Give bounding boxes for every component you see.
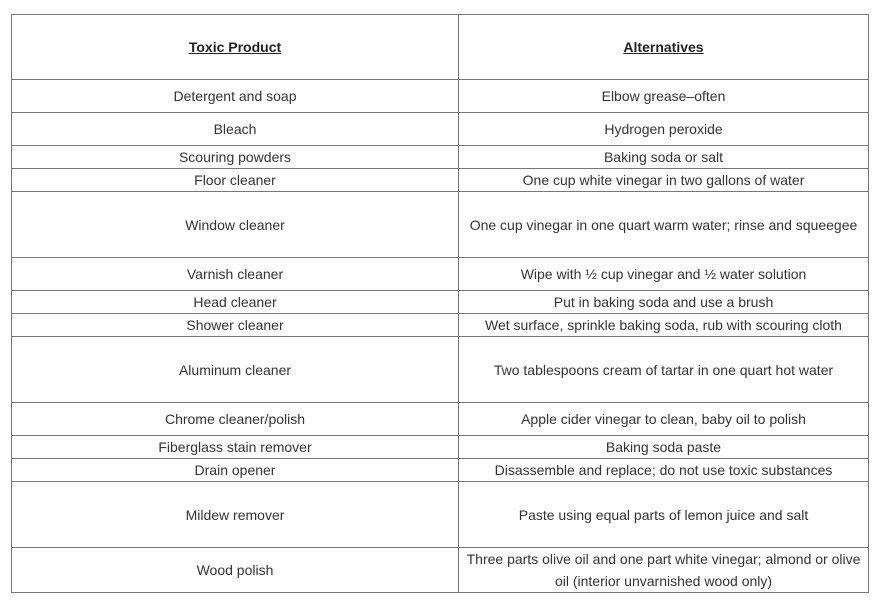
table-row xyxy=(12,403,869,436)
toxic-product-cell: Drain opener xyxy=(12,459,459,482)
toxic-product-cell: Aluminum cleaner xyxy=(12,337,459,403)
toxic-product-cell: Floor cleaner xyxy=(12,169,459,192)
toxic-product-cell: Window cleaner xyxy=(12,192,459,258)
table-row xyxy=(12,146,869,169)
table-row xyxy=(12,291,869,314)
toxic-product-cell: Scouring powders xyxy=(12,146,459,169)
table-row xyxy=(12,459,869,482)
toxic-product-cell: Shower cleaner xyxy=(12,314,459,337)
toxic-product-cell: Bleach xyxy=(12,113,459,146)
alternative-cell: Paste using equal parts of lemon juice and salt xyxy=(459,482,869,548)
header-row xyxy=(12,15,869,80)
toxic-alternatives-table xyxy=(11,14,869,593)
alternative-cell: Baking soda or salt xyxy=(459,146,869,169)
toxic-product-cell: Wood polish xyxy=(12,548,459,593)
toxic-product-cell: Varnish cleaner xyxy=(12,258,459,291)
table-row xyxy=(12,192,869,258)
alternative-cell: Put in baking soda and use a brush xyxy=(459,291,869,314)
alternative-cell: Apple cider vinegar to clean, baby oil to polish xyxy=(459,403,869,436)
alternative-cell: Baking soda paste xyxy=(459,436,869,459)
table-row xyxy=(12,169,869,192)
alternative-cell: One cup white vinegar in two gallons of water xyxy=(459,169,869,192)
table-row xyxy=(12,482,869,548)
table-row xyxy=(12,258,869,291)
toxic-product-cell: Chrome cleaner/polish xyxy=(12,403,459,436)
toxic-product-cell: Detergent and soap xyxy=(12,80,459,113)
toxic-product-cell: Head cleaner xyxy=(12,291,459,314)
table-row xyxy=(12,80,869,113)
alternative-cell: Wet surface, sprinkle baking soda, rub with scouring cloth xyxy=(459,314,869,337)
table-row xyxy=(12,548,869,593)
table-row xyxy=(12,436,869,459)
header-alternatives: Alternatives xyxy=(459,15,869,80)
table-row xyxy=(12,337,869,403)
toxic-product-cell: Mildew remover xyxy=(12,482,459,548)
table-row xyxy=(12,314,869,337)
table-row xyxy=(12,113,869,146)
alternative-cell: Wipe with ½ cup vinegar and ½ water solution xyxy=(459,258,869,291)
alternative-cell: Two tablespoons cream of tartar in one quart hot water xyxy=(459,337,869,403)
alternative-cell: Disassemble and replace; do not use toxic substances xyxy=(459,459,869,482)
alternative-cell: One cup vinegar in one quart warm water; rinse and squeegee xyxy=(459,192,869,258)
toxic-product-cell: Fiberglass stain remover xyxy=(12,436,459,459)
header-toxic-product: Toxic Product xyxy=(12,15,459,80)
alternative-cell: Elbow grease–often xyxy=(459,80,869,113)
alternative-cell: Three parts olive oil and one part white vinegar; almond or olive oil (interior unvarnished wood only) xyxy=(459,548,869,593)
alternative-cell: Hydrogen peroxide xyxy=(459,113,869,146)
